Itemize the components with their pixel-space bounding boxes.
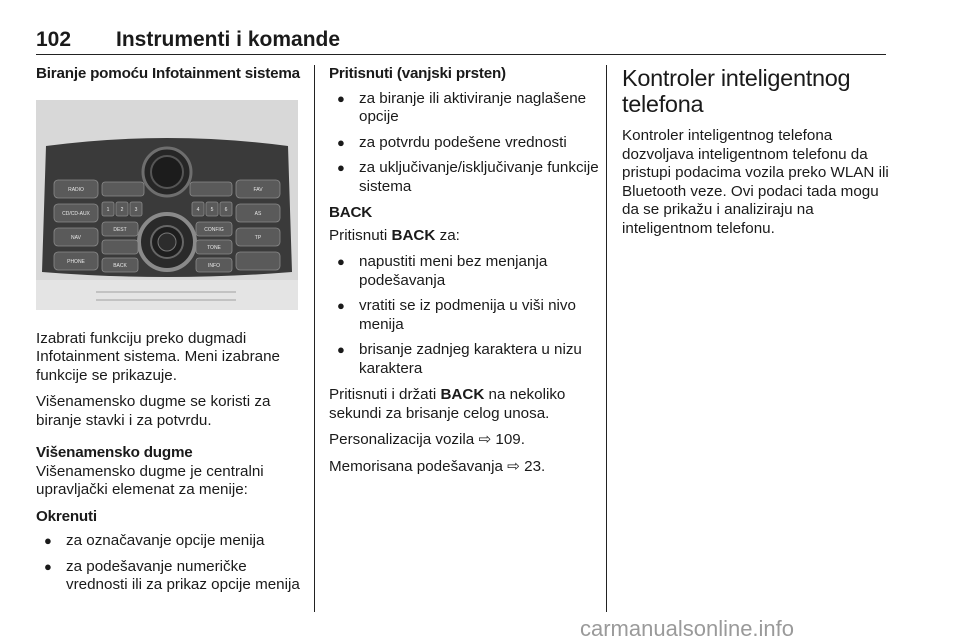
panel-label-5: 5: [210, 206, 214, 213]
panel-label-3: 3: [134, 206, 138, 213]
watermark: carmanualsonline.info: [580, 616, 795, 641]
paragraph: Izabrati funkciju preko dugmadi Infotainment sistema. Meni izabrane funkcije se prikazuje.: [36, 329, 280, 384]
panel-label-tp: TP: [254, 234, 262, 241]
paragraph: Pritisnuti i držati BACK na nekoliko sekundi za brisanje celog unosa.: [329, 386, 566, 422]
panel-label-info: INFO: [208, 262, 220, 269]
subsection-heading: Višenamensko dugme: [36, 444, 193, 461]
paragraph: Višenamensko dugme je centralni upravljački elemenat za menije:: [36, 462, 264, 498]
list-item: ● za označavanje opcije menija: [44, 532, 265, 549]
paragraph: Kontroler inteligentnog telefona dozvoljava inteligentnom telefonu da pristupi podacima vozila preko WLAN ili Bluetooth veze. Ovi podaci tada mogu da se prikažu i analiziraju na inteligentnom telefonu.: [622, 127, 889, 237]
back-keyword: BACK: [440, 386, 485, 403]
panel-label-as: AS: [254, 210, 262, 217]
panel-label-radio: RADIO: [68, 186, 84, 193]
paragraph: Pritisnuti BACK za:: [329, 226, 460, 244]
panel-label-1: 1: [106, 206, 110, 213]
panel-label-nav: NAV: [71, 234, 81, 241]
list-item: ● za uključivanje/isključivanje funkcije sistema: [337, 159, 599, 195]
page-reference-number: 23.: [524, 457, 546, 475]
list-item: ● za potvrdu podešene vrednosti: [337, 133, 567, 151]
infotainment-panel-photo: [36, 100, 298, 310]
cross-reference-memory-settings[interactable]: Memorisana podešavanja ⇨ 23.: [329, 457, 546, 475]
turn-list: [36, 532, 301, 595]
page-reference-icon: ⇨: [478, 431, 492, 448]
page-header: [36, 28, 886, 55]
panel-label-phone: PHONE: [67, 258, 85, 265]
press-label: Pritisnuti (vanjski prsten): [329, 65, 506, 82]
list-item: ● za podešavanje numeričke vrednosti ili za prikaz opcije menija: [44, 557, 300, 593]
page-number: 102: [36, 28, 72, 51]
bullet-icon: ●: [337, 134, 345, 150]
running-title: Instrumenti i komande: [116, 28, 341, 51]
panel-label-fav: FAV: [253, 186, 263, 193]
list-item: ● brisanje zadnjeg karaktera u nizu karaktera: [337, 341, 582, 377]
paragraph: Višenamensko dugme se koristi za biranje stavki i za potvrdu.: [36, 393, 271, 429]
panel-label-4: 4: [196, 206, 200, 213]
turn-label: Okrenuti: [36, 507, 97, 525]
panel-label-cd-aux: CD/CD-AUX: [62, 210, 90, 217]
column-left: [36, 65, 301, 603]
bullet-icon: ●: [337, 298, 345, 313]
bullet-icon: ●: [337, 254, 345, 269]
bullet-icon: ●: [337, 90, 345, 106]
bullet-icon: ●: [44, 558, 52, 574]
list-item: ● napustiti meni bez menjanja podešavanja: [337, 253, 548, 289]
cross-reference-personalization[interactable]: Personalizacija vozila ⇨ 109.: [329, 431, 525, 448]
page-reference-icon: ⇨: [507, 457, 520, 475]
panel-label-config: CONFIG: [204, 226, 224, 233]
column-right: [622, 65, 890, 246]
column-middle: [329, 65, 599, 484]
bullet-icon: ●: [44, 533, 52, 548]
panel-label-tone: TONE: [207, 244, 221, 251]
panel-label-back: BACK: [113, 262, 127, 269]
column-divider: [606, 65, 607, 612]
panel-label-2: 2: [120, 206, 124, 213]
column-divider: [314, 65, 315, 612]
panel-label-6: 6: [224, 206, 228, 213]
back-heading: BACK: [329, 204, 373, 221]
list-item: ● za biranje ili aktiviranje naglašene opcije: [337, 89, 587, 125]
infotainment-panel-illustration: [36, 100, 298, 310]
back-keyword: BACK: [391, 226, 436, 244]
bullet-icon: ●: [337, 160, 345, 175]
back-list: [329, 253, 599, 378]
section-heading: Biranje pomoću Infotainment sistema: [36, 65, 300, 82]
section-title: Kontroler inteligentnog telefona: [622, 65, 851, 117]
panel-label-dest: DEST: [113, 226, 127, 233]
list-item: ● vratiti se iz podmenija u viši nivo menija: [337, 297, 576, 333]
bullet-icon: ●: [337, 342, 345, 357]
page-reference-number: 109.: [495, 431, 525, 448]
press-list: [329, 90, 599, 197]
